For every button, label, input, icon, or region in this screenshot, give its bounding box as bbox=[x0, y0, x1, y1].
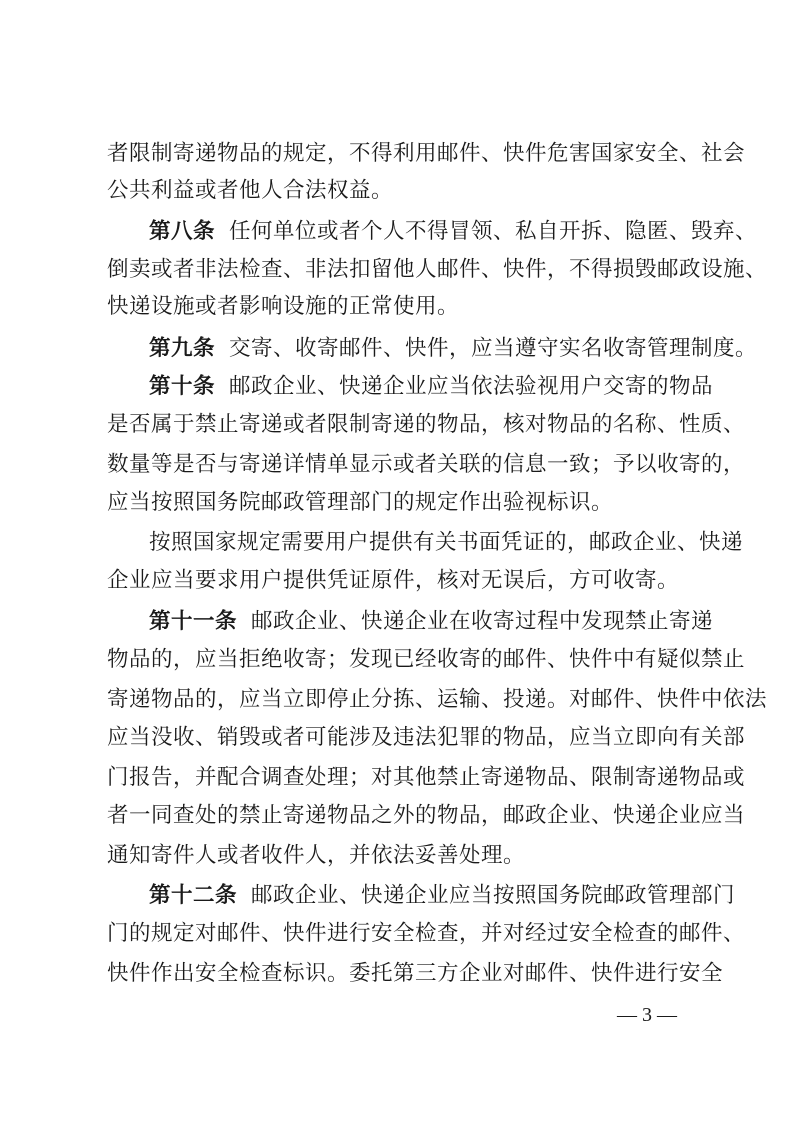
text-line: 门的规定对邮件、快件进行安全检查，并对经过安全检查的邮件、 bbox=[107, 921, 746, 946]
text-line: 交寄、收寄邮件、快件，应当遵守实名收寄管理制度。 bbox=[229, 336, 758, 361]
article-12-first-line bbox=[107, 880, 736, 912]
text-line: 按照国家规定需要用户提供有关书面凭证的，邮政企业、快递 bbox=[149, 530, 744, 555]
article-heading: 第十一条 bbox=[149, 609, 238, 634]
article-9-line bbox=[107, 333, 758, 365]
text-line: 应当没收、销毁或者可能涉及违法犯罪的物品，应当立即向有关部 bbox=[107, 725, 746, 750]
text-line: 邮政企业、快递企业在收寄过程中发现禁止寄递 bbox=[251, 609, 714, 634]
text-line: 邮政企业、快递企业应当按照国务院邮政管理部门 bbox=[251, 883, 736, 908]
text-line: 者限制寄递物品的规定，不得利用邮件、快件危害国家安全、社会 bbox=[107, 141, 746, 166]
text-line: 者一同查处的禁止寄递物品之外的物品，邮政企业、快递企业应当 bbox=[107, 803, 746, 828]
text-line: 倒卖或者非法检查、非法扣留他人邮件、快件，不得损毁邮政设施、 bbox=[107, 257, 768, 282]
text-line: 快递设施或者影响设施的正常使用。 bbox=[107, 294, 460, 319]
article-heading: 第十二条 bbox=[149, 883, 238, 908]
text-line: 企业应当要求用户提供凭证原件，核对无误后，方可收寄。 bbox=[107, 568, 680, 593]
article-heading: 第八条 bbox=[149, 219, 216, 244]
text-line: 物品的，应当拒绝收寄；发现已经收寄的邮件、快件中有疑似禁止 bbox=[107, 647, 746, 672]
article-8-first-line bbox=[107, 216, 758, 248]
text-line: 通知寄件人或者收件人，并依法妥善处理。 bbox=[107, 843, 526, 868]
article-heading: 第九条 bbox=[149, 336, 216, 361]
text-line: 任何单位或者个人不得冒领、私自开拆、隐匿、毁弃、 bbox=[229, 219, 758, 244]
text-line: 寄递物品的，应当立即停止分拣、运输、投递。对邮件、快件中依法 bbox=[107, 687, 768, 712]
text-line: 应当按照国务院邮政管理部门的规定作出验视标识。 bbox=[107, 490, 614, 515]
text-line: 快件作出安全检查标识。委托第三方企业对邮件、快件进行安全 bbox=[107, 961, 724, 986]
text-line: 数量等是否与寄递详情单显示或者关联的信息一致；予以收寄的， bbox=[107, 452, 746, 477]
article-11-first-line bbox=[107, 606, 714, 638]
article-10-first-line bbox=[107, 371, 714, 403]
text-line: 门报告，并配合调查处理；对其他禁止寄递物品、限制寄递物品或 bbox=[107, 765, 746, 790]
text-line: 邮政企业、快递企业应当依法验视用户交寄的物品 bbox=[229, 374, 714, 399]
text-line: 是否属于禁止寄递或者限制寄递的物品，核对物品的名称、性质、 bbox=[107, 412, 746, 437]
text-line: 公共利益或者他人合法权益。 bbox=[107, 178, 394, 203]
article-heading: 第十条 bbox=[149, 374, 216, 399]
page-number: — 3 — bbox=[617, 1004, 677, 1026]
